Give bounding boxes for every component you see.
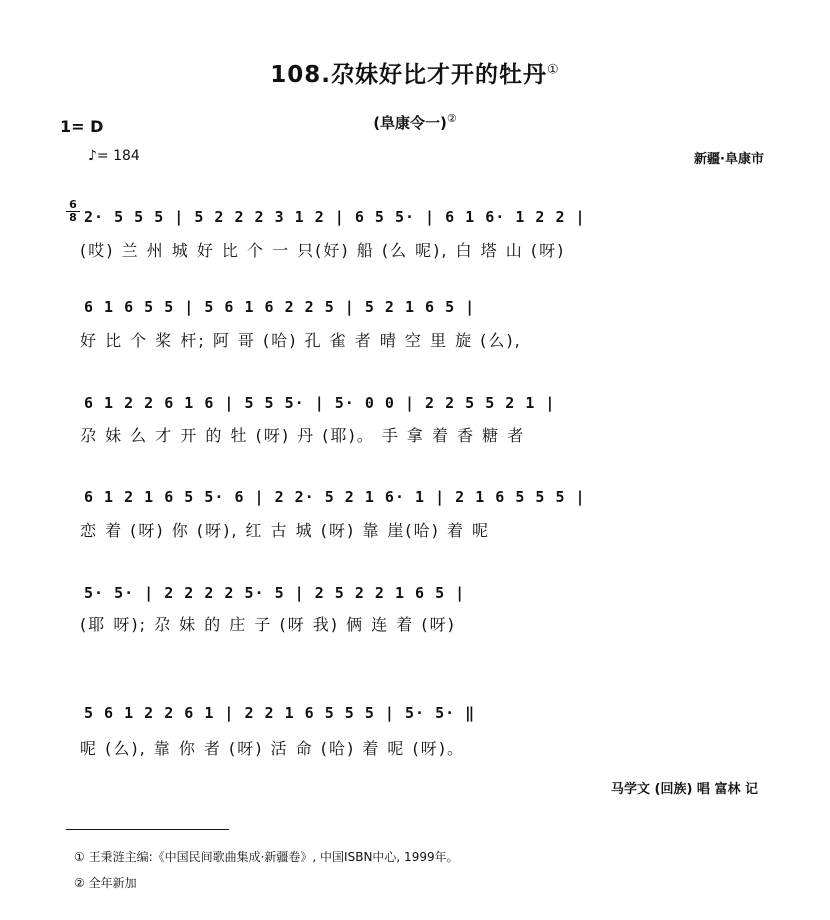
subtitle-footnote-mark: ② <box>446 112 457 125</box>
key-signature: 1= D <box>60 117 104 136</box>
notation-row-6: 5 6 1 2 2 6 1 | 2 2 1 6 5 5 5 | 5· 5· ‖ <box>84 704 476 722</box>
time-signature: 6 8 <box>66 200 80 223</box>
lyrics-row-1: (哎) 兰 州 城 好 比 个 一 只(好) 船 (么 呢), 白 塔 山 (呀) <box>80 241 566 260</box>
page-title: 108.尕妹好比才开的牡丹① <box>270 62 560 88</box>
notation-row-4: 6 1 2 1 6 5 5· 6 | 2 2· 5 2 1 6· 1 | 2 1 6 5 5 5 | <box>84 488 586 506</box>
lyrics-row-5: (耶 呀); 尕 妹 的 庄 子 (呀 我) 俩 连 着 (呀) <box>80 615 456 634</box>
performer-credit: 马学文 (回族) 唱 富林 记 <box>611 782 758 797</box>
notation-row-5: 5· 5· | 2 2 2 2 5· 5 | 2 5 2 2 1 6 5 | <box>84 584 466 602</box>
subtitle: (阜康令一)② <box>373 112 457 132</box>
title-footnote-mark: ① <box>547 62 560 78</box>
notation-row-1: 2· 5 5 5 | 5 2 2 2 3 1 2 | 6 5 5· | 6 1 6· 1 2 2 | <box>84 208 586 226</box>
notation-row-2: 6 1 6 5 5 | 5 6 1 6 2 2 5 | 5 2 1 6 5 | <box>84 298 476 316</box>
lyrics-row-4: 恋 着 (呀) 你 (呀), 红 古 城 (呀) 靠 崖(哈) 着 呢 <box>80 521 491 540</box>
lyrics-row-2: 好 比 个 桨 杆; 阿 哥 (哈) 孔 雀 者 晴 空 里 旋 (么), <box>80 331 522 350</box>
footnote-divider <box>66 829 229 830</box>
footnote-1: ① 王秉涟主编:《中国民间歌曲集成·新疆卷》, 中国ISBN中心, 1999年。 <box>74 850 459 864</box>
lyrics-row-6: 呢 (么), 靠 你 者 (呀) 活 命 (哈) 着 呢 (呀)。 <box>80 739 465 758</box>
region-label: 新疆·阜康市 <box>694 152 764 167</box>
footnote-2: ② 全年新加 <box>74 876 137 890</box>
notation-row-3: 6 1 2 2 6 1 6 | 5 5 5· | 5· 0 0 | 2 2 5 5 2 1 | <box>84 394 556 412</box>
tempo-marking: ♪= 184 <box>88 148 140 164</box>
lyrics-row-3: 尕 妹 么 才 开 的 牡 (呀) 丹 (耶)。 手 拿 着 香 糖 者 <box>80 426 526 445</box>
